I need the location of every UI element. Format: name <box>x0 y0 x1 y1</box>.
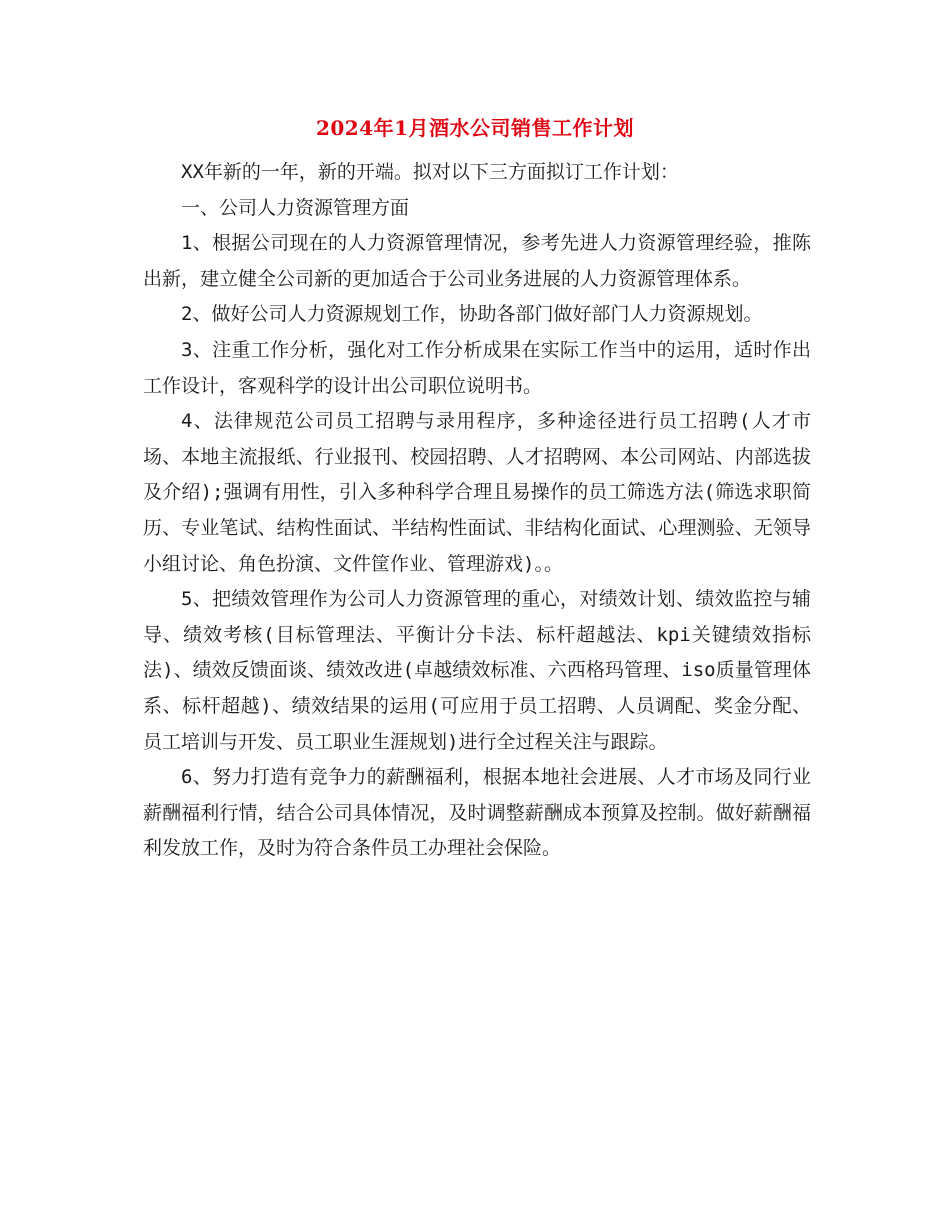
list-item-1: 1、根据公司现在的人力资源管理情况，参考先进人力资源管理经验，推陈出新，建立健全公司新的更加适合于公司业务进展的人力资源管理体系。 <box>143 232 811 290</box>
list-item-6: 6、努力打造有竞争力的薪酬福利，根据本地社会进展、人才市场及同行业薪酬福利行情，结合公司具体情况，及时调整薪酬成本预算及控制。做好薪酬福利发放工作，及时为符合条件员工办理社会保险。 <box>143 766 811 860</box>
list-item-2: 2、做好公司人力资源规划工作，协助各部门做好部门人力资源规划。 <box>181 303 763 326</box>
list-item-4: 4、法律规范公司员工招聘与录用程序，多种途径进行员工招聘(人才市场、本地主流报纸、行业报刊、校园招聘、人才招聘网、本公司网站、内部选拔及介绍);强调有用性，引入多种科学合理且易操作的员工筛选方法(筛选求职简历、专业笔试、结构性面试、半结构性面试、非结构化面试、心理测验、无领导小组讨论、角色扮演、文件筐作业、管理游戏)。。 <box>143 410 811 575</box>
list-item-3: 3、注重工作分析，强化对工作分析成果在实际工作当中的运用，适时作出工作设计，客观科学的设计出公司职位说明书。 <box>143 338 811 397</box>
intro-paragraph: XX年新的一年，新的开端。拟对以下三方面拟订工作计划： <box>181 161 679 183</box>
list-item-5: 5、把绩效管理作为公司人力资源管理的重心，对绩效计划、绩效监控与辅导、绩效考核(目标管理法、平衡计分卡法、标杆超越法、kpi关键绩效指标法)、绩效反馈面谈、绩效改进(卓越绩效标准、六西格玛管理、iso质量管理体系、标杆超越)、绩效结果的运用(可应用于员工招聘、人员调配、奖金分配、员工培训与开发、员工职业生涯规划)进行全过程关注与跟踪。 <box>143 588 811 753</box>
document-body <box>143 155 811 867</box>
section-heading: 一、公司人力资源管理方面 <box>181 196 410 219</box>
document-title: 2024年1月酒水公司销售工作计划 <box>315 116 635 140</box>
